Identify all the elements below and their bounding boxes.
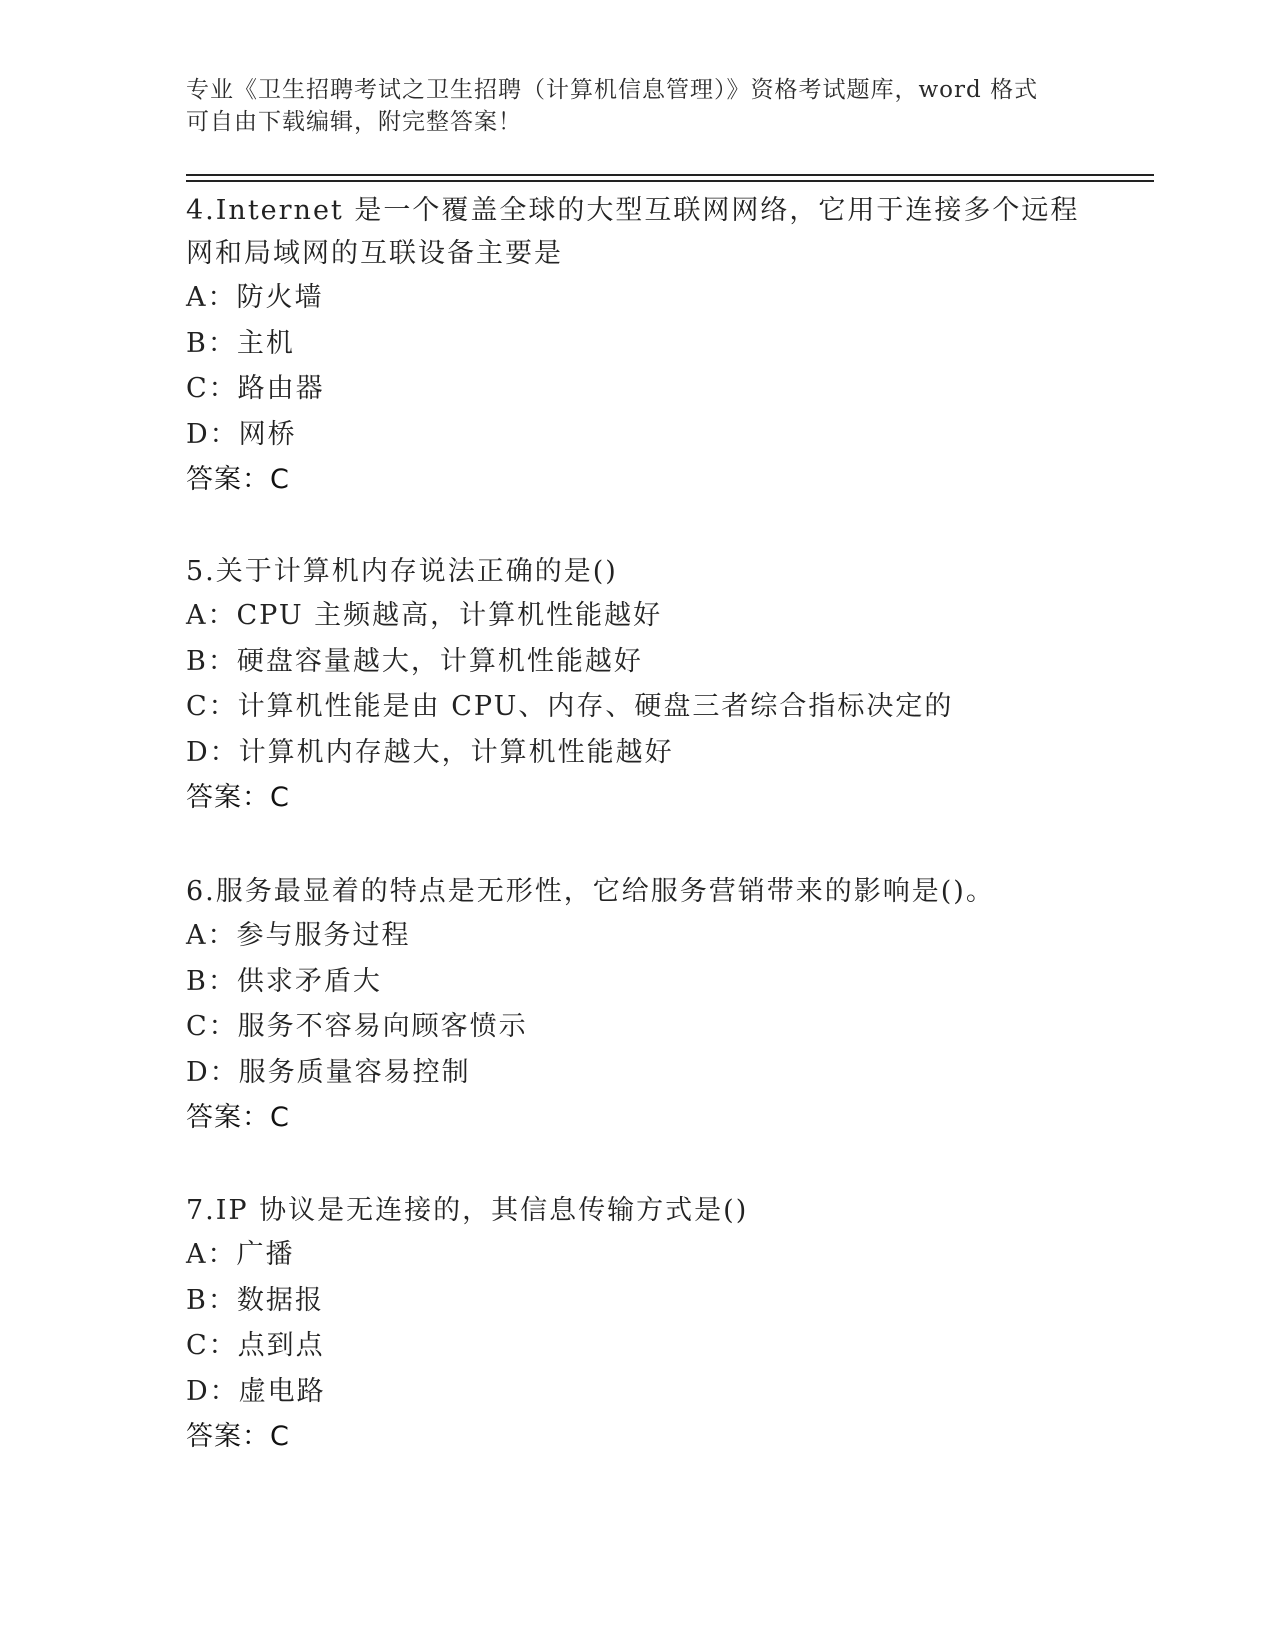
option-a: A：广播	[186, 1239, 295, 1270]
option-d: D：计算机内存越大，计算机性能越好	[186, 736, 674, 768]
question-7	[186, 1189, 1086, 1460]
option-d: D：网桥	[186, 418, 297, 450]
option-b: B：硬盘容量越大，计算机性能越好	[186, 645, 643, 677]
option-b: B：数据报	[186, 1284, 324, 1316]
option-c: C：路由器	[186, 373, 325, 404]
question-6	[186, 870, 1086, 1141]
option-b: B：供求矛盾大	[186, 965, 382, 997]
option-a: A：参与服务过程	[186, 920, 411, 951]
option-d: D：服务质量容易控制	[186, 1056, 471, 1088]
document-header	[186, 74, 1066, 138]
option-c: C：计算机性能是由 CPU、内存、硬盘三者综合指标决定的	[186, 691, 954, 722]
header-divider-top	[186, 174, 1154, 176]
option-b: B：主机	[186, 327, 295, 359]
option-a: A：防火墙	[186, 282, 324, 313]
question-stem: 7.IP 协议是无连接的，其信息传输方式是()	[186, 1195, 749, 1226]
question-5	[186, 550, 1086, 821]
answer: 答案：C	[186, 464, 290, 495]
header-line-1: 专业《卫生招聘考试之卫生招聘（计算机信息管理）》资格考试题库，word 格式	[186, 77, 1039, 103]
option-c: C：服务不容易向顾客愤示	[186, 1011, 528, 1042]
question-stem: 4.Internet 是一个覆盖全球的大型互联网网络，它用于连接多个远程	[186, 195, 1080, 226]
option-a: A：CPU 主频越高，计算机性能越好	[186, 600, 663, 631]
option-c: C：点到点	[186, 1330, 325, 1361]
header-line-2: 可自由下载编辑，附完整答案！	[186, 109, 522, 135]
question-stem-continued: 网和局域网的互联设备主要是	[186, 238, 563, 269]
answer: 答案：C	[186, 1421, 290, 1452]
header-divider-bottom	[186, 180, 1154, 182]
option-d: D：虚电路	[186, 1375, 326, 1407]
answer: 答案：C	[186, 782, 290, 813]
answer: 答案：C	[186, 1102, 290, 1133]
question-4	[186, 189, 1086, 503]
question-stem: 5.关于计算机内存说法正确的是()	[186, 556, 618, 587]
question-stem: 6.服务最显着的特点是无形性，它给服务营销带来的影响是()。	[186, 876, 995, 907]
